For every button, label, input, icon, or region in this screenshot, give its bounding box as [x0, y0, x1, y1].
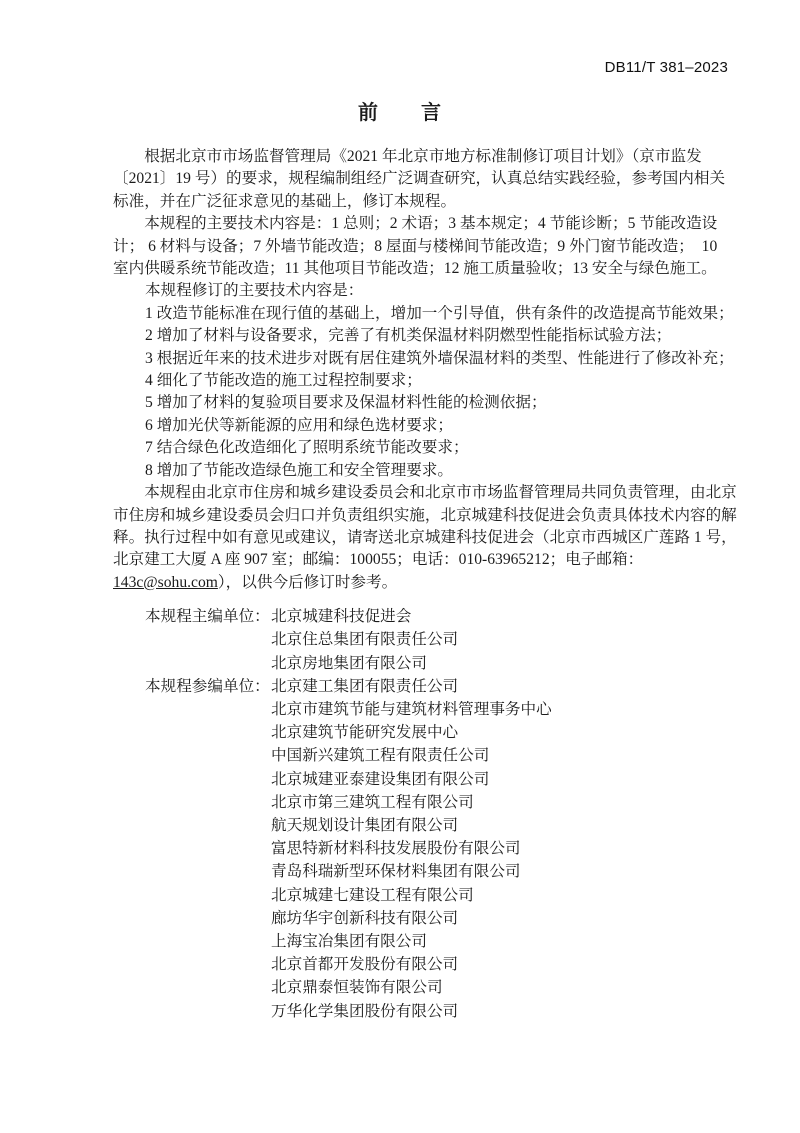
- revision-item: 1 改造节能标准在现行值的基础上，增加一个引导值，供有条件的改造提高节能效果；: [145, 304, 734, 322]
- body-line: 本规程由北京市住房和城乡建设委员会和北京市市场监督管理局共同负责管理，由北京: [144, 484, 737, 502]
- unit-name: 北京市第三建筑工程有限公司: [271, 793, 474, 811]
- revision-item: 2 增加了材料与设备要求，完善了有机类保温材料阴燃型性能指标试验方法；: [145, 327, 672, 345]
- chief-editors-group: [113, 605, 723, 675]
- revision-item: 5 增加了材料的复验项目要求及保温材料性能的检测依据；: [145, 394, 547, 412]
- body-line: 计； 6 材料与设备；7 外墙节能改造；8 屋面与楼梯间节能改造；9 外门窗节能改造； 10: [113, 237, 718, 255]
- revision-items-list: [113, 303, 734, 482]
- participant-editor-units: [271, 675, 723, 1023]
- participant-editors-label: 本规程参编单位：: [145, 677, 270, 695]
- body-line: 根据北京市市场监督管理局《2021 年北京市地方标准制修订项目计划》（京市监发: [144, 148, 702, 165]
- unit-name: 廊坊华宇创新科技有限公司: [271, 909, 459, 927]
- intro-paragraph: [113, 146, 726, 213]
- unit-name: 上海宝冶集团有限公司: [271, 932, 427, 950]
- unit-name: 北京城建科技促进会: [271, 608, 412, 626]
- unit-name: 青岛科瑞新型环保材料集团有限公司: [271, 863, 521, 881]
- revision-item: 4 细化了节能改造的施工过程控制要求；: [145, 372, 422, 390]
- management-paragraph: [113, 482, 737, 594]
- unit-name: 北京市建筑节能与建筑材料管理事务中心: [271, 700, 552, 718]
- unit-name: 北京住总集团有限责任公司: [271, 631, 459, 649]
- body-line: 室内供暖系统节能改造；11 其他项目节能改造；12 施工质量验收；13 安全与绿色施工。: [113, 260, 717, 278]
- editors-section: [113, 605, 723, 1023]
- body-line: 北京建工大厦 A 座 907 室；邮编：100055；电话：010-63965212；电子邮箱：: [113, 551, 644, 569]
- unit-name: 中国新兴建筑工程有限责任公司: [271, 747, 490, 765]
- body-line: 释。执行过程中如有意见或建议，请寄送北京城建科技促进会（北京市西城区广莲路 1 号，: [113, 528, 737, 546]
- revision-intro-line: 本规程修订的主要技术内容是：: [145, 282, 364, 300]
- email-link[interactable]: 143c@sohu.com: [113, 573, 218, 591]
- revision-item: 6 增加光伏等新能源的应用和绿色选材要求；: [145, 416, 453, 434]
- unit-name: 北京城建七建设工程有限公司: [271, 886, 474, 904]
- body-line: 〔2021〕19 号）的要求，规程编制组经广泛调查研究，认真总结实践经验，参考国内相关: [113, 170, 726, 188]
- revision-item: 7 结合绿色化改造细化了照明系统节能改要求；: [145, 439, 469, 457]
- unit-name: 北京房地集团有限公司: [271, 654, 427, 672]
- chief-editors-label: 本规程主编单位：: [145, 608, 270, 626]
- management-paragraph-lines: [113, 482, 737, 572]
- unit-name: 北京首都开发股份有限公司: [271, 956, 459, 974]
- body-line: 标准，并在广泛征求意见的基础上，修订本规程。: [113, 192, 457, 210]
- unit-name: 万华化学集团股份有限公司: [271, 1002, 459, 1020]
- body-line: 市住房和城乡建设委员会归口并负责组织实施，北京城建科技促进会负责具体技术内容的解: [113, 506, 737, 524]
- participant-editors-group: [113, 675, 723, 1023]
- unit-name: 北京城建亚泰建设集团有限公司: [271, 770, 490, 788]
- page-title: 前 言: [358, 102, 442, 124]
- unit-name: 北京鼎泰恒装饰有限公司: [271, 979, 443, 997]
- email-line-tail: ），以供今后修订时参考。: [217, 573, 398, 591]
- tech-content-paragraph: [113, 213, 723, 280]
- body-line: 本规程的主要技术内容是：1 总则；2 术语；3 基本规定；4 节能诊断；5 节能改造设: [144, 215, 718, 233]
- unit-name: 北京建工集团有限责任公司: [271, 677, 459, 695]
- chief-editor-units: [271, 605, 723, 675]
- revision-item: 3 根据近年来的技术进步对既有居住建筑外墙保温材料的类型、性能进行了修改补充；: [145, 349, 734, 367]
- doc-code: DB11/T 381–2023: [604, 59, 728, 76]
- document-body: [113, 146, 737, 1023]
- revision-item: 8 增加了节能改造绿色施工和安全管理要求。: [145, 461, 453, 479]
- unit-name: 富思特新材料科技发展股份有限公司: [271, 840, 521, 858]
- unit-name: 航天规划设计集团有限公司: [271, 816, 459, 834]
- email-line: [113, 572, 723, 594]
- unit-name: 北京建筑节能研究发展中心: [271, 724, 459, 742]
